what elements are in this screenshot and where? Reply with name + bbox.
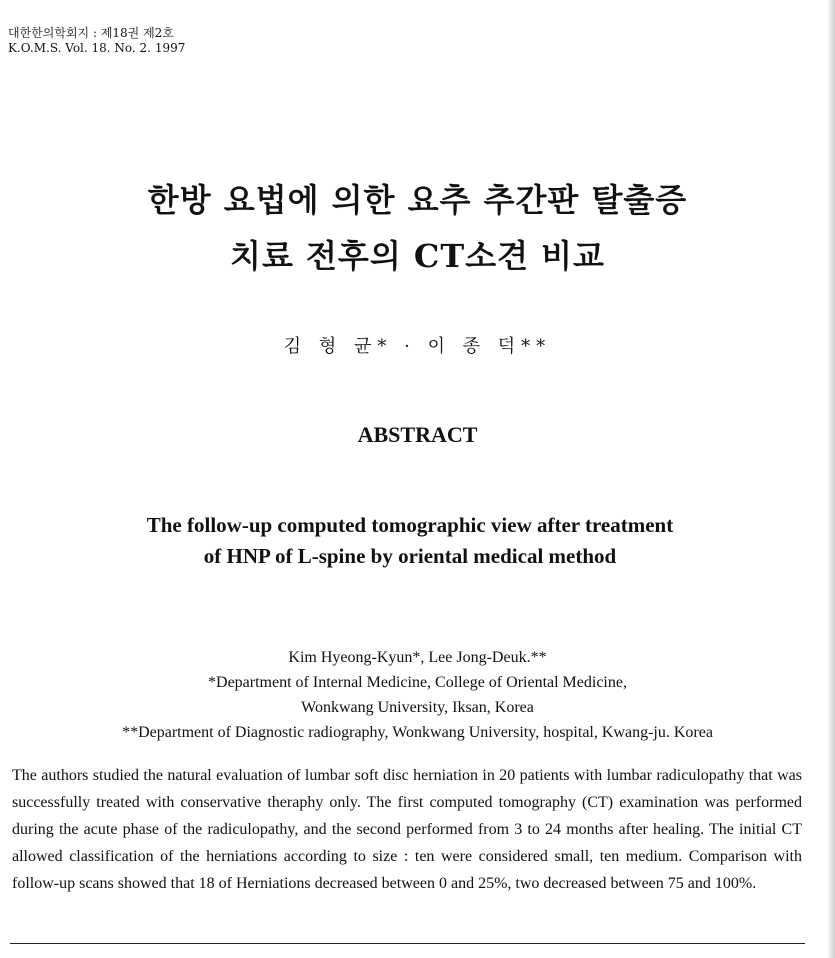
author-names-en: Kim Hyeong-Kyun*, Lee Jong-Deuk.**: [288, 649, 547, 666]
scan-edge-shadow: [827, 0, 835, 958]
korean-title: [0, 172, 835, 284]
journal-name-ko: 대한한의학회지 : 제18권 제2호: [8, 26, 174, 40]
affiliation-1: *Department of Internal Medicine, College of Oriental Medicine,: [208, 674, 627, 691]
korean-authors: 김 형 균* · 이 종 덕**: [283, 336, 552, 357]
affiliation-1-cont: Wonkwang University, Iksan, Korea: [301, 699, 534, 716]
journal-volume-en: K.O.M.S. Vol. 18. No. 2. 1997: [8, 41, 186, 55]
english-title-line-1: The follow-up computed tomographic view after treatment: [146, 513, 674, 537]
korean-title-line-1: 한방 요법에 의한 요추 추간판 탈출증: [147, 181, 688, 219]
journal-header: [8, 26, 185, 56]
abstract-heading: ABSTRACT: [357, 422, 478, 447]
english-title: [60, 510, 760, 572]
abstract-body: The authors studied the natural evaluation of lumbar soft disc herniation in 20 patients with lumbar radiculopathy that was successfully treated with conservative theraphy only. The first computed tomography (CT) examination was performed during the acute phase of the radiculopathy, and the second performed from 3 to 24 months after healing. The initial CT allowed classification of the herniations according to size : ten were considered small, ten medium. Comparison with follow-up scans showed that 18 of Herniations decreased between 0 and 25%, two decreased between 75 and 100%.: [12, 767, 802, 892]
affiliation-2: **Department of Diagnostic radiography, Wonkwang University, hospital, Kwang-ju. Korea: [122, 724, 713, 741]
affiliations: [0, 645, 835, 745]
english-title-line-2: of HNP of L-spine by oriental medical method: [203, 544, 617, 568]
korean-title-line-2: 치료 전후의 CT소견 비교: [230, 237, 605, 275]
footer-rule: [10, 943, 805, 944]
